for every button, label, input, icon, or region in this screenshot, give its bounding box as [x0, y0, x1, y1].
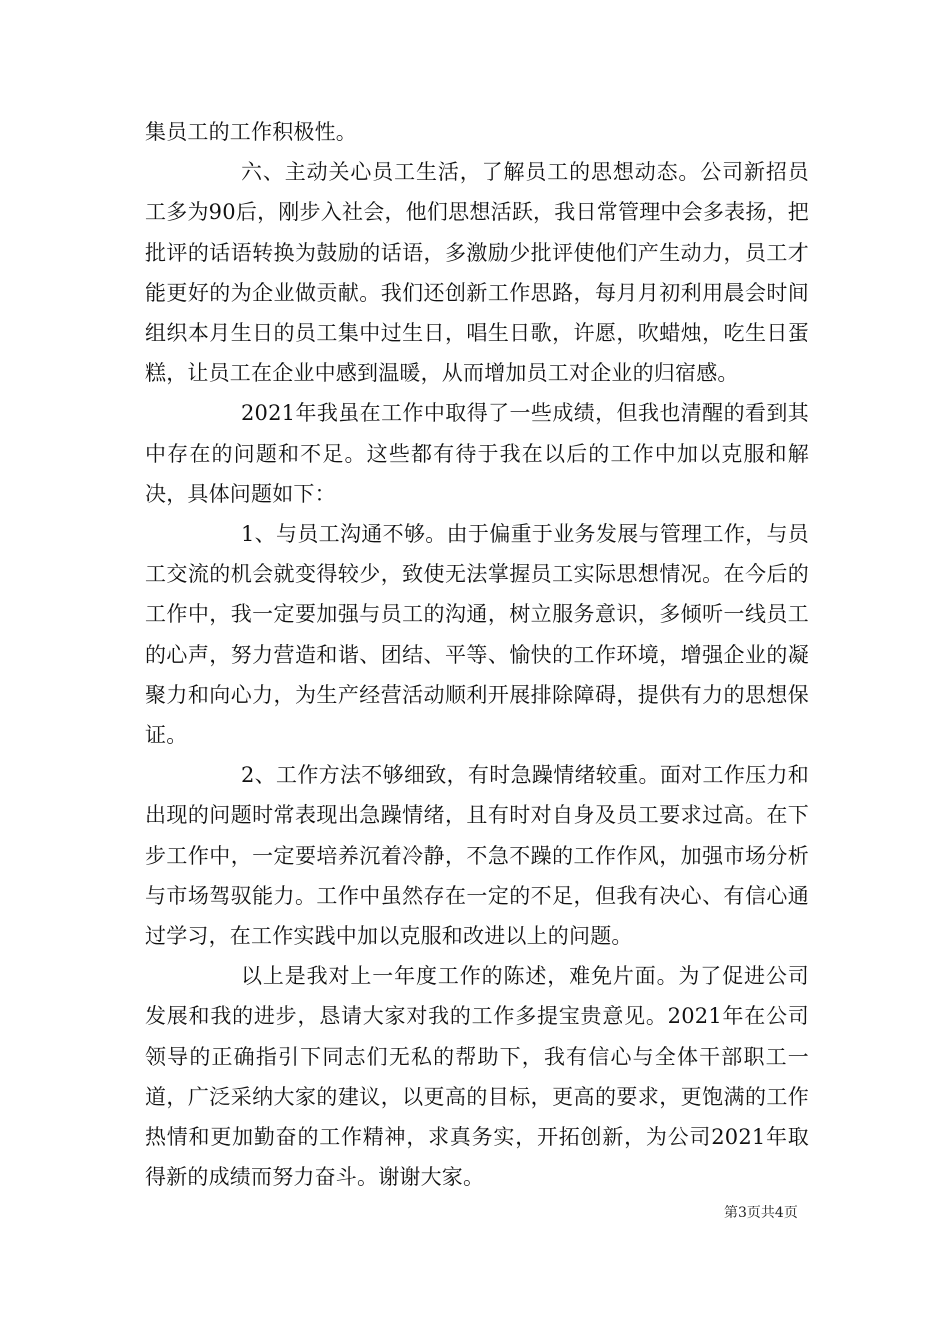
page-number: 第3页共4页 [724, 1205, 798, 1221]
paragraph-problems-intro: 2021年我虽在工作中取得了一些成绩，但我也清醒的看到其中存在的问题和不足。这些都有待于我在以后的工作中加以克服和解决，具体问题如下： [145, 401, 809, 506]
paragraph-section-six: 六、主动关心员工生活，了解员工的思想动态。公司新招员工多为90后，刚步入社会，他们思想活跃，我日常管理中会多表扬，把批评的话语转换为鼓励的话语，多激励少批评使他们产生动力，员工才能更好的为企业做贡献。我们还创新工作思路，每月月初利用晨会时间组织本月生日的员工集中过生日，唱生日歌，许愿，吹蜡烛，吃生日蛋糕，让员工在企业中感到温暖，从而增加员工对企业的归宿感。 [145, 160, 809, 386]
paragraph-continuation: 集员工的工作积极性。 [145, 120, 357, 144]
paragraph-problem-1: 1、与员工沟通不够。由于偏重于业务发展与管理工作，与员工交流的机会就变得较少，致使无法掌握员工实际思想情况。在今后的工作中，我一定要加强与员工的沟通，树立服务意识，多倾听一线员工的心声，努力营造和谐、团结、平等、愉快的工作环境，增强企业的凝聚力和向心力，为生产经营活动顺利开展排除障碍，提供有力的思想保证。 [145, 522, 809, 748]
document-body [145, 112, 809, 1197]
paragraph-problem-2: 2、工作方法不够细致，有时急躁情绪较重。面对工作压力和出现的问题时常表现出急躁情绪，且有时对自身及员工要求过高。在下步工作中，一定要培养沉着冷静，不急不躁的工作作风，加强市场分析与市场驾驭能力。工作中虽然存在一定的不足，但我有决心、有信心通过学习，在工作实践中加以克服和改进以上的问题。 [145, 763, 809, 949]
paragraph-conclusion: 以上是我对上一年度工作的陈述，难免片面。为了促进公司发展和我的进步，恳请大家对我的工作多提宝贵意见。2021年在公司领导的正确指引下同志们无私的帮助下，我有信心与全体干部职工一道，广泛采纳大家的建议，以更高的目标，更高的要求，更饱满的工作热情和更加勤奋的工作精神，求真务实，开拓创新，为公司2021年取得新的成绩而努力奋斗。谢谢大家。 [145, 964, 809, 1190]
